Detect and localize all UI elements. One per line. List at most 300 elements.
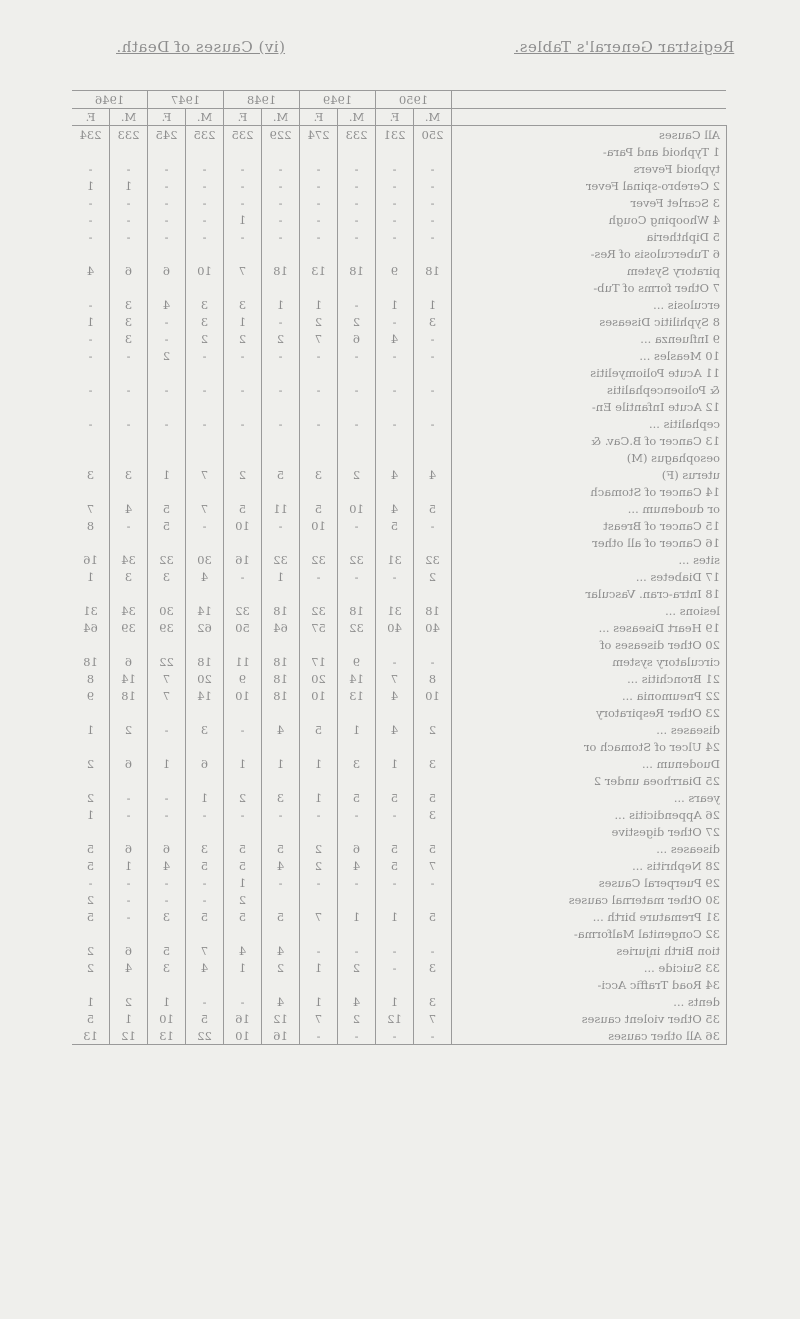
death-count-cell xyxy=(110,823,148,840)
death-count-cell: 5 xyxy=(148,517,186,534)
death-count-cell: - xyxy=(148,160,186,177)
death-count-cell: - xyxy=(338,1027,376,1045)
death-count-cell xyxy=(338,738,376,755)
death-count-cell: 3 xyxy=(414,806,452,823)
death-count-cell: 5 xyxy=(262,466,300,483)
death-count-cell xyxy=(376,704,414,721)
death-count-cell: - xyxy=(376,177,414,194)
death-count-cell: 4 xyxy=(376,500,414,517)
death-count-cell: - xyxy=(300,942,338,959)
death-count-cell xyxy=(72,364,110,381)
death-count-cell: - xyxy=(300,415,338,432)
death-count-cell: - xyxy=(224,568,262,585)
death-count-cell: - xyxy=(376,313,414,330)
death-count-cell: 40 xyxy=(414,619,452,636)
death-count-cell: 7 xyxy=(186,942,224,959)
death-count-cell: - xyxy=(414,415,452,432)
death-count-cell: 32 xyxy=(148,551,186,568)
death-count-cell xyxy=(186,432,224,449)
cause-label: 27 Other digestive xyxy=(452,823,727,840)
death-count-cell: 2 xyxy=(148,347,186,364)
death-count-cell: - xyxy=(110,806,148,823)
death-count-cell: 9 xyxy=(376,262,414,279)
death-count-cell: - xyxy=(148,891,186,908)
death-count-cell: 2 xyxy=(224,330,262,347)
death-count-cell xyxy=(224,976,262,993)
death-count-cell xyxy=(186,823,224,840)
death-count-cell: 5 xyxy=(376,840,414,857)
death-count-cell: 10 xyxy=(338,500,376,517)
table-row xyxy=(72,670,727,687)
death-count-cell: 4 xyxy=(338,993,376,1010)
death-count-cell: 3 xyxy=(110,330,148,347)
death-count-cell: - xyxy=(72,347,110,364)
death-count-cell: - xyxy=(186,415,224,432)
death-count-cell xyxy=(110,738,148,755)
death-count-cell: 4 xyxy=(338,857,376,874)
sex-header: M. xyxy=(110,109,148,126)
death-count-cell: 2 xyxy=(414,721,452,738)
death-count-cell: 18 xyxy=(262,653,300,670)
death-count-cell: 10 xyxy=(300,687,338,704)
death-count-cell: 7 xyxy=(414,1010,452,1027)
death-count-cell: - xyxy=(186,160,224,177)
death-count-cell: 4 xyxy=(414,466,452,483)
death-count-cell: 40 xyxy=(376,619,414,636)
death-count-cell xyxy=(376,891,414,908)
death-count-cell: 4 xyxy=(376,466,414,483)
sex-header: M. xyxy=(414,109,452,126)
death-count-cell xyxy=(376,534,414,551)
death-count-cell xyxy=(148,925,186,942)
death-count-cell: 16 xyxy=(72,551,110,568)
death-count-cell xyxy=(262,925,300,942)
death-count-cell: - xyxy=(376,415,414,432)
death-count-cell: - xyxy=(414,160,452,177)
death-count-cell: 18 xyxy=(338,602,376,619)
death-count-cell xyxy=(262,245,300,262)
death-count-cell: - xyxy=(338,347,376,364)
death-count-cell: 3 xyxy=(148,959,186,976)
table-row xyxy=(72,840,727,857)
death-count-cell xyxy=(110,976,148,993)
death-count-cell xyxy=(414,398,452,415)
death-count-cell: - xyxy=(262,381,300,398)
death-count-cell: 2 xyxy=(338,959,376,976)
death-count-cell xyxy=(148,585,186,602)
death-count-cell: - xyxy=(262,194,300,211)
death-count-cell: 2 xyxy=(72,959,110,976)
cause-label: 28 Nephritis ... xyxy=(452,857,727,874)
death-count-cell xyxy=(414,925,452,942)
death-count-cell: - xyxy=(224,415,262,432)
death-count-cell xyxy=(262,432,300,449)
cause-label: piratory System xyxy=(452,262,727,279)
table-row xyxy=(72,466,727,483)
death-count-cell: - xyxy=(262,211,300,228)
death-count-cell: 2 xyxy=(414,568,452,585)
death-count-cell: - xyxy=(376,806,414,823)
table-row xyxy=(72,687,727,704)
death-count-cell: 6 xyxy=(338,330,376,347)
cause-label: 12 Acute Infantile En- xyxy=(452,398,727,415)
death-count-cell: 5 xyxy=(72,908,110,925)
death-count-cell: 12 xyxy=(110,1027,148,1045)
cause-label: 34 Road Traffic Acci- xyxy=(452,976,727,993)
death-count-cell: - xyxy=(72,296,110,313)
death-count-cell: 2 xyxy=(186,330,224,347)
death-count-cell xyxy=(148,432,186,449)
death-count-cell: - xyxy=(262,874,300,891)
death-count-cell: - xyxy=(300,160,338,177)
death-count-cell: 13 xyxy=(338,687,376,704)
death-count-cell xyxy=(338,534,376,551)
death-count-cell: 32 xyxy=(338,551,376,568)
death-count-cell: - xyxy=(110,517,148,534)
table-row xyxy=(72,976,727,993)
death-count-cell: 3 xyxy=(148,568,186,585)
death-count-cell: - xyxy=(186,347,224,364)
death-count-cell: 3 xyxy=(338,755,376,772)
death-count-cell: 4 xyxy=(186,568,224,585)
death-count-cell xyxy=(224,143,262,160)
death-count-cell: - xyxy=(186,993,224,1010)
death-count-cell: 17 xyxy=(300,653,338,670)
death-count-cell: 2 xyxy=(224,891,262,908)
death-count-cell xyxy=(376,432,414,449)
death-count-cell: 3 xyxy=(72,466,110,483)
death-count-cell: - xyxy=(224,721,262,738)
death-count-cell xyxy=(110,925,148,942)
death-count-cell xyxy=(262,398,300,415)
death-count-cell: 7 xyxy=(376,670,414,687)
death-count-cell: - xyxy=(300,347,338,364)
death-count-cell: 18 xyxy=(414,262,452,279)
death-count-cell xyxy=(300,279,338,296)
death-count-cell: 3 xyxy=(186,313,224,330)
table-row xyxy=(72,500,727,517)
death-count-cell: - xyxy=(338,517,376,534)
death-count-cell: - xyxy=(262,415,300,432)
death-count-cell xyxy=(224,245,262,262)
death-count-cell: 5 xyxy=(72,1010,110,1027)
death-count-cell xyxy=(338,483,376,500)
death-count-cell xyxy=(414,823,452,840)
cause-label: 7 Other forms of Tub- xyxy=(452,279,727,296)
cause-header-blank xyxy=(452,109,727,126)
death-count-cell: 7 xyxy=(72,500,110,517)
cause-label: circulatory system xyxy=(452,653,727,670)
death-count-cell: - xyxy=(376,874,414,891)
death-count-cell: - xyxy=(376,959,414,976)
death-count-cell: - xyxy=(148,721,186,738)
death-count-cell: - xyxy=(300,177,338,194)
death-count-cell: - xyxy=(300,194,338,211)
table-row xyxy=(72,1027,727,1045)
death-count-cell: - xyxy=(338,194,376,211)
death-count-cell xyxy=(186,976,224,993)
death-count-cell xyxy=(224,432,262,449)
death-count-cell: 12 xyxy=(376,1010,414,1027)
cause-label: 18 Intra-cran. Vascular xyxy=(452,585,727,602)
death-count-cell: - xyxy=(186,517,224,534)
death-count-cell xyxy=(72,585,110,602)
death-count-cell: 13 xyxy=(148,1027,186,1045)
death-count-cell xyxy=(72,449,110,466)
death-count-cell: 18 xyxy=(262,687,300,704)
table-row xyxy=(72,585,727,602)
death-count-cell: 5 xyxy=(376,789,414,806)
table-row xyxy=(72,1010,727,1027)
year-header: 1950 xyxy=(376,91,452,109)
death-count-cell: 13 xyxy=(72,1027,110,1045)
death-count-cell xyxy=(300,143,338,160)
death-count-cell: - xyxy=(186,874,224,891)
death-count-cell: - xyxy=(148,806,186,823)
cause-header-blank xyxy=(452,91,727,109)
death-count-cell: 2 xyxy=(338,1010,376,1027)
cause-label: 31 Premature birth ... xyxy=(452,908,727,925)
death-count-cell: - xyxy=(300,228,338,245)
death-count-cell xyxy=(224,364,262,381)
year-header: 1948 xyxy=(224,91,300,109)
death-count-cell: - xyxy=(300,568,338,585)
death-count-cell: - xyxy=(110,874,148,891)
death-count-cell: 1 xyxy=(72,993,110,1010)
death-count-cell xyxy=(148,279,186,296)
death-count-cell: 1 xyxy=(300,993,338,1010)
death-count-cell: 34 xyxy=(110,602,148,619)
cause-label: 20 Other diseases of xyxy=(452,636,727,653)
year-header: 1947 xyxy=(148,91,224,109)
death-count-cell: 3 xyxy=(148,908,186,925)
death-count-cell: 2 xyxy=(72,891,110,908)
death-count-cell xyxy=(186,585,224,602)
death-count-cell: - xyxy=(338,160,376,177)
death-count-cell xyxy=(186,449,224,466)
death-count-cell: 4 xyxy=(262,721,300,738)
death-count-cell: 2 xyxy=(300,857,338,874)
death-count-cell: - xyxy=(376,568,414,585)
death-count-cell xyxy=(72,279,110,296)
death-count-cell: - xyxy=(414,381,452,398)
death-count-cell xyxy=(300,398,338,415)
sex-header: F. xyxy=(376,109,414,126)
death-count-cell: - xyxy=(376,211,414,228)
death-count-cell: 30 xyxy=(148,602,186,619)
death-count-cell: - xyxy=(376,194,414,211)
death-count-cell: 1 xyxy=(72,568,110,585)
death-count-cell: 5 xyxy=(186,1010,224,1027)
death-count-cell: 5 xyxy=(186,908,224,925)
death-count-cell: - xyxy=(110,415,148,432)
death-count-cell: 4 xyxy=(376,330,414,347)
death-count-cell xyxy=(262,585,300,602)
death-count-cell: 1 xyxy=(338,721,376,738)
cause-label: 21 Bronchitis ... xyxy=(452,670,727,687)
table-row xyxy=(72,432,727,449)
death-count-cell xyxy=(110,704,148,721)
death-count-cell xyxy=(224,534,262,551)
death-count-cell: 1 xyxy=(376,908,414,925)
death-count-cell xyxy=(148,245,186,262)
death-count-cell xyxy=(338,636,376,653)
death-count-cell xyxy=(72,636,110,653)
death-count-cell: 5 xyxy=(338,789,376,806)
death-count-cell xyxy=(338,449,376,466)
cause-label: typhoid Fevers xyxy=(452,160,727,177)
death-count-cell: 4 xyxy=(110,959,148,976)
death-count-cell: 5 xyxy=(224,857,262,874)
cause-label: 13 Cancer of B.Cav. & xyxy=(452,432,727,449)
death-count-cell xyxy=(148,364,186,381)
death-count-cell xyxy=(262,534,300,551)
death-count-cell: 39 xyxy=(148,619,186,636)
death-count-cell xyxy=(376,483,414,500)
death-count-cell: - xyxy=(186,381,224,398)
death-count-cell: 57 xyxy=(300,619,338,636)
death-count-cell: - xyxy=(300,211,338,228)
death-count-cell xyxy=(300,704,338,721)
death-count-cell: 18 xyxy=(414,602,452,619)
death-count-cell xyxy=(414,245,452,262)
table-row xyxy=(72,194,727,211)
table-row xyxy=(72,636,727,653)
cause-label: 23 Other Respiratory xyxy=(452,704,727,721)
death-count-cell xyxy=(224,772,262,789)
death-count-cell xyxy=(148,534,186,551)
cause-label: uterus (F) xyxy=(452,466,727,483)
death-count-cell: 7 xyxy=(148,687,186,704)
death-count-cell: - xyxy=(186,228,224,245)
cause-label: 15 Cancer of Breast xyxy=(452,517,727,534)
cause-label: 2 Cerebro-spinal Fever xyxy=(452,177,727,194)
death-count-cell: - xyxy=(262,517,300,534)
death-count-cell: 10 xyxy=(224,517,262,534)
death-count-cell: - xyxy=(110,211,148,228)
death-count-cell: 1 xyxy=(148,755,186,772)
death-count-cell: 1 xyxy=(376,993,414,1010)
table-row xyxy=(72,551,727,568)
table-row xyxy=(72,381,727,398)
death-count-cell: - xyxy=(72,211,110,228)
death-count-cell: 235 xyxy=(224,126,262,144)
death-count-cell: - xyxy=(186,211,224,228)
death-count-cell: 5 xyxy=(414,789,452,806)
death-count-cell xyxy=(414,449,452,466)
sex-header-row xyxy=(72,109,727,126)
death-count-cell: - xyxy=(186,194,224,211)
death-count-cell: 3 xyxy=(186,840,224,857)
death-count-cell: 5 xyxy=(224,500,262,517)
death-count-cell: - xyxy=(148,415,186,432)
table-row xyxy=(72,262,727,279)
death-count-cell: 5 xyxy=(72,840,110,857)
table-row xyxy=(72,364,727,381)
death-count-cell: 3 xyxy=(110,568,148,585)
death-count-cell xyxy=(376,585,414,602)
table-row xyxy=(72,330,727,347)
death-count-cell xyxy=(72,534,110,551)
death-count-cell: 1 xyxy=(110,177,148,194)
table-row xyxy=(72,143,727,160)
death-count-cell xyxy=(148,704,186,721)
death-count-cell xyxy=(376,976,414,993)
death-count-cell: 233 xyxy=(338,126,376,144)
death-count-cell xyxy=(148,636,186,653)
death-count-cell: - xyxy=(414,653,452,670)
death-count-cell xyxy=(110,772,148,789)
death-count-cell xyxy=(148,772,186,789)
death-count-cell: 2 xyxy=(72,755,110,772)
death-count-cell: - xyxy=(148,211,186,228)
death-count-cell: - xyxy=(338,806,376,823)
death-count-cell: - xyxy=(148,381,186,398)
death-count-cell: 231 xyxy=(376,126,414,144)
death-count-cell: 2 xyxy=(300,313,338,330)
death-count-cell: 3 xyxy=(110,466,148,483)
death-count-cell: 18 xyxy=(110,687,148,704)
death-count-cell xyxy=(262,364,300,381)
death-count-cell xyxy=(300,925,338,942)
death-count-cell xyxy=(110,398,148,415)
death-count-cell xyxy=(224,823,262,840)
death-count-cell: 6 xyxy=(110,653,148,670)
death-count-cell xyxy=(414,738,452,755)
death-count-cell: 6 xyxy=(110,840,148,857)
death-count-cell: 39 xyxy=(110,619,148,636)
death-count-cell xyxy=(186,534,224,551)
death-count-cell: 1 xyxy=(376,296,414,313)
death-count-cell: 1 xyxy=(148,993,186,1010)
table-row xyxy=(72,806,727,823)
death-count-cell: 5 xyxy=(148,500,186,517)
sex-header: M. xyxy=(338,109,376,126)
death-count-cell: 7 xyxy=(300,908,338,925)
death-count-cell xyxy=(414,704,452,721)
death-count-cell xyxy=(338,823,376,840)
sex-header: M. xyxy=(186,109,224,126)
death-count-cell: 31 xyxy=(376,602,414,619)
death-count-cell: 1 xyxy=(376,755,414,772)
death-count-cell xyxy=(110,279,148,296)
death-count-cell xyxy=(300,891,338,908)
death-count-cell xyxy=(376,823,414,840)
death-count-cell: - xyxy=(300,1027,338,1045)
table-row xyxy=(72,415,727,432)
cause-label: 25 Diarrhoea under 2 xyxy=(452,772,727,789)
death-count-cell: 1 xyxy=(300,755,338,772)
cause-label: 9 Influenza ... xyxy=(452,330,727,347)
death-count-cell xyxy=(338,398,376,415)
death-count-cell xyxy=(376,925,414,942)
death-count-cell: 5 xyxy=(262,840,300,857)
death-count-cell xyxy=(300,636,338,653)
cause-label: 1 Typhoid and Para- xyxy=(452,143,727,160)
death-count-cell xyxy=(414,279,452,296)
death-count-cell: 1 xyxy=(148,466,186,483)
death-count-cell: - xyxy=(262,160,300,177)
death-count-cell: 62 xyxy=(186,619,224,636)
table-row xyxy=(72,313,727,330)
table-row xyxy=(72,245,727,262)
death-count-cell xyxy=(148,976,186,993)
death-count-cell: - xyxy=(338,942,376,959)
death-count-cell xyxy=(376,143,414,160)
death-count-cell xyxy=(300,449,338,466)
death-count-cell: 5 xyxy=(186,857,224,874)
table-row xyxy=(72,568,727,585)
